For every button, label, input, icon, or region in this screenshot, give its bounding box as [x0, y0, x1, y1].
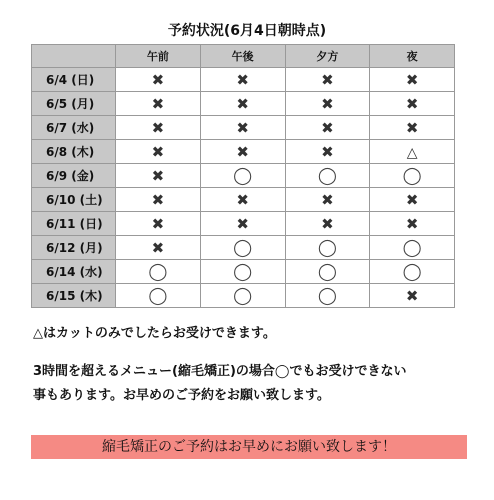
slot-cell — [285, 140, 370, 164]
slot-cell — [116, 260, 201, 284]
cross-icon: ✖ — [236, 191, 249, 209]
cross-icon: ✖ — [151, 239, 165, 257]
table-header-row — [32, 45, 455, 68]
slot-cell — [285, 116, 370, 140]
cross-icon: ✖ — [405, 71, 419, 89]
slot-cell — [200, 188, 285, 212]
slot-cell — [116, 188, 201, 212]
cross-icon: ✖ — [151, 167, 165, 185]
cross-icon: ✖ — [236, 215, 249, 233]
cross-icon: ✖ — [236, 119, 249, 137]
table-row — [32, 140, 455, 164]
slot-cell — [200, 140, 285, 164]
cross-icon: ✖ — [405, 191, 419, 209]
slot-cell — [116, 140, 201, 164]
slot-cell — [370, 68, 455, 92]
slot-cell — [200, 260, 285, 284]
row-date: 6/4 (日) — [32, 68, 116, 92]
slot-cell — [370, 140, 455, 164]
circle-icon: ◯ — [148, 262, 168, 282]
long-menu-note-line1: 3時間を超えるメニュー(縮毛矯正)の場合◯でもお受けできない — [33, 364, 407, 379]
slot-cell — [370, 284, 455, 308]
cross-icon: ✖ — [321, 95, 334, 113]
table-row — [32, 116, 455, 140]
cross-icon: ✖ — [151, 95, 165, 113]
cross-icon: ✖ — [405, 215, 419, 233]
slot-cell — [116, 164, 201, 188]
table-row — [32, 212, 455, 236]
slot-cell — [116, 68, 201, 92]
cross-icon: ✖ — [321, 191, 334, 209]
cross-icon: ✖ — [151, 71, 165, 89]
circle-icon: ◯ — [402, 166, 422, 186]
slot-cell — [285, 212, 370, 236]
cross-icon: ✖ — [405, 119, 419, 137]
slot-cell — [285, 164, 370, 188]
table-row — [32, 236, 455, 260]
slot-cell — [116, 92, 201, 116]
cross-icon: ✖ — [321, 143, 334, 161]
slot-cell — [370, 92, 455, 116]
header-afternoon: 午後 — [200, 45, 285, 68]
circle-icon: ◯ — [233, 166, 253, 186]
triangle-note: △はカットのみでしたらお受けできます。 — [33, 326, 276, 341]
slot-cell — [370, 188, 455, 212]
circle-icon: ◯ — [317, 262, 337, 282]
slot-cell — [116, 116, 201, 140]
cross-icon: ✖ — [321, 71, 334, 89]
table-row — [32, 188, 455, 212]
header-evening: 夕方 — [285, 45, 370, 68]
cross-icon: ✖ — [236, 143, 249, 161]
header-corner — [32, 45, 116, 68]
slot-cell — [285, 284, 370, 308]
long-menu-note-line2: 事もあります。お早めのご予約をお願い致します。 — [33, 388, 330, 403]
slot-cell — [285, 92, 370, 116]
slot-cell — [285, 260, 370, 284]
row-date: 6/12 (月) — [32, 236, 116, 260]
slot-cell — [200, 212, 285, 236]
slot-cell — [116, 236, 201, 260]
circle-icon: ◯ — [317, 166, 337, 186]
slot-cell — [370, 116, 455, 140]
slot-cell — [370, 236, 455, 260]
slot-cell — [285, 188, 370, 212]
slot-cell — [370, 260, 455, 284]
cross-icon: ✖ — [236, 95, 249, 113]
row-date: 6/7 (水) — [32, 116, 116, 140]
page-title: 予約状況(6月4日朝時点) — [167, 23, 327, 39]
cross-icon: ✖ — [151, 191, 165, 209]
circle-icon: ◯ — [402, 238, 422, 258]
row-date: 6/5 (月) — [32, 92, 116, 116]
slot-cell — [200, 68, 285, 92]
row-date: 6/15 (木) — [32, 284, 116, 308]
slot-cell — [200, 116, 285, 140]
circle-icon: ◯ — [233, 286, 253, 306]
notice-banner: 縮毛矯正のご予約はお早めにお願い致します！ — [31, 435, 467, 459]
cross-icon: ✖ — [321, 215, 334, 233]
cross-icon: ✖ — [321, 119, 334, 137]
circle-icon: ◯ — [317, 286, 337, 306]
reservation-table — [31, 44, 455, 308]
cross-icon: ✖ — [405, 95, 419, 113]
circle-icon: ◯ — [233, 238, 253, 258]
table-row — [32, 164, 455, 188]
slot-cell — [285, 236, 370, 260]
header-morning: 午前 — [116, 45, 201, 68]
table-row — [32, 260, 455, 284]
slot-cell — [200, 92, 285, 116]
row-date: 6/9 (金) — [32, 164, 116, 188]
header-night: 夜 — [370, 45, 455, 68]
circle-icon: ◯ — [317, 238, 337, 258]
table-row — [32, 92, 455, 116]
table-row — [32, 68, 455, 92]
slot-cell — [200, 164, 285, 188]
slot-cell — [370, 164, 455, 188]
row-date: 6/14 (水) — [32, 260, 116, 284]
cross-icon: ✖ — [151, 143, 165, 161]
triangle-icon: △ — [406, 145, 418, 161]
slot-cell — [285, 68, 370, 92]
slot-cell — [370, 212, 455, 236]
table-row — [32, 284, 455, 308]
cross-icon: ✖ — [236, 71, 249, 89]
slot-cell — [116, 284, 201, 308]
circle-icon: ◯ — [148, 286, 168, 306]
row-date: 6/8 (木) — [32, 140, 116, 164]
slot-cell — [200, 236, 285, 260]
slot-cell — [116, 212, 201, 236]
cross-icon: ✖ — [151, 215, 165, 233]
row-date: 6/11 (日) — [32, 212, 116, 236]
cross-icon: ✖ — [151, 119, 165, 137]
slot-cell — [200, 284, 285, 308]
cross-icon: ✖ — [405, 287, 419, 305]
row-date: 6/10 (土) — [32, 188, 116, 212]
circle-icon: ◯ — [402, 262, 422, 282]
circle-icon: ◯ — [233, 262, 253, 282]
